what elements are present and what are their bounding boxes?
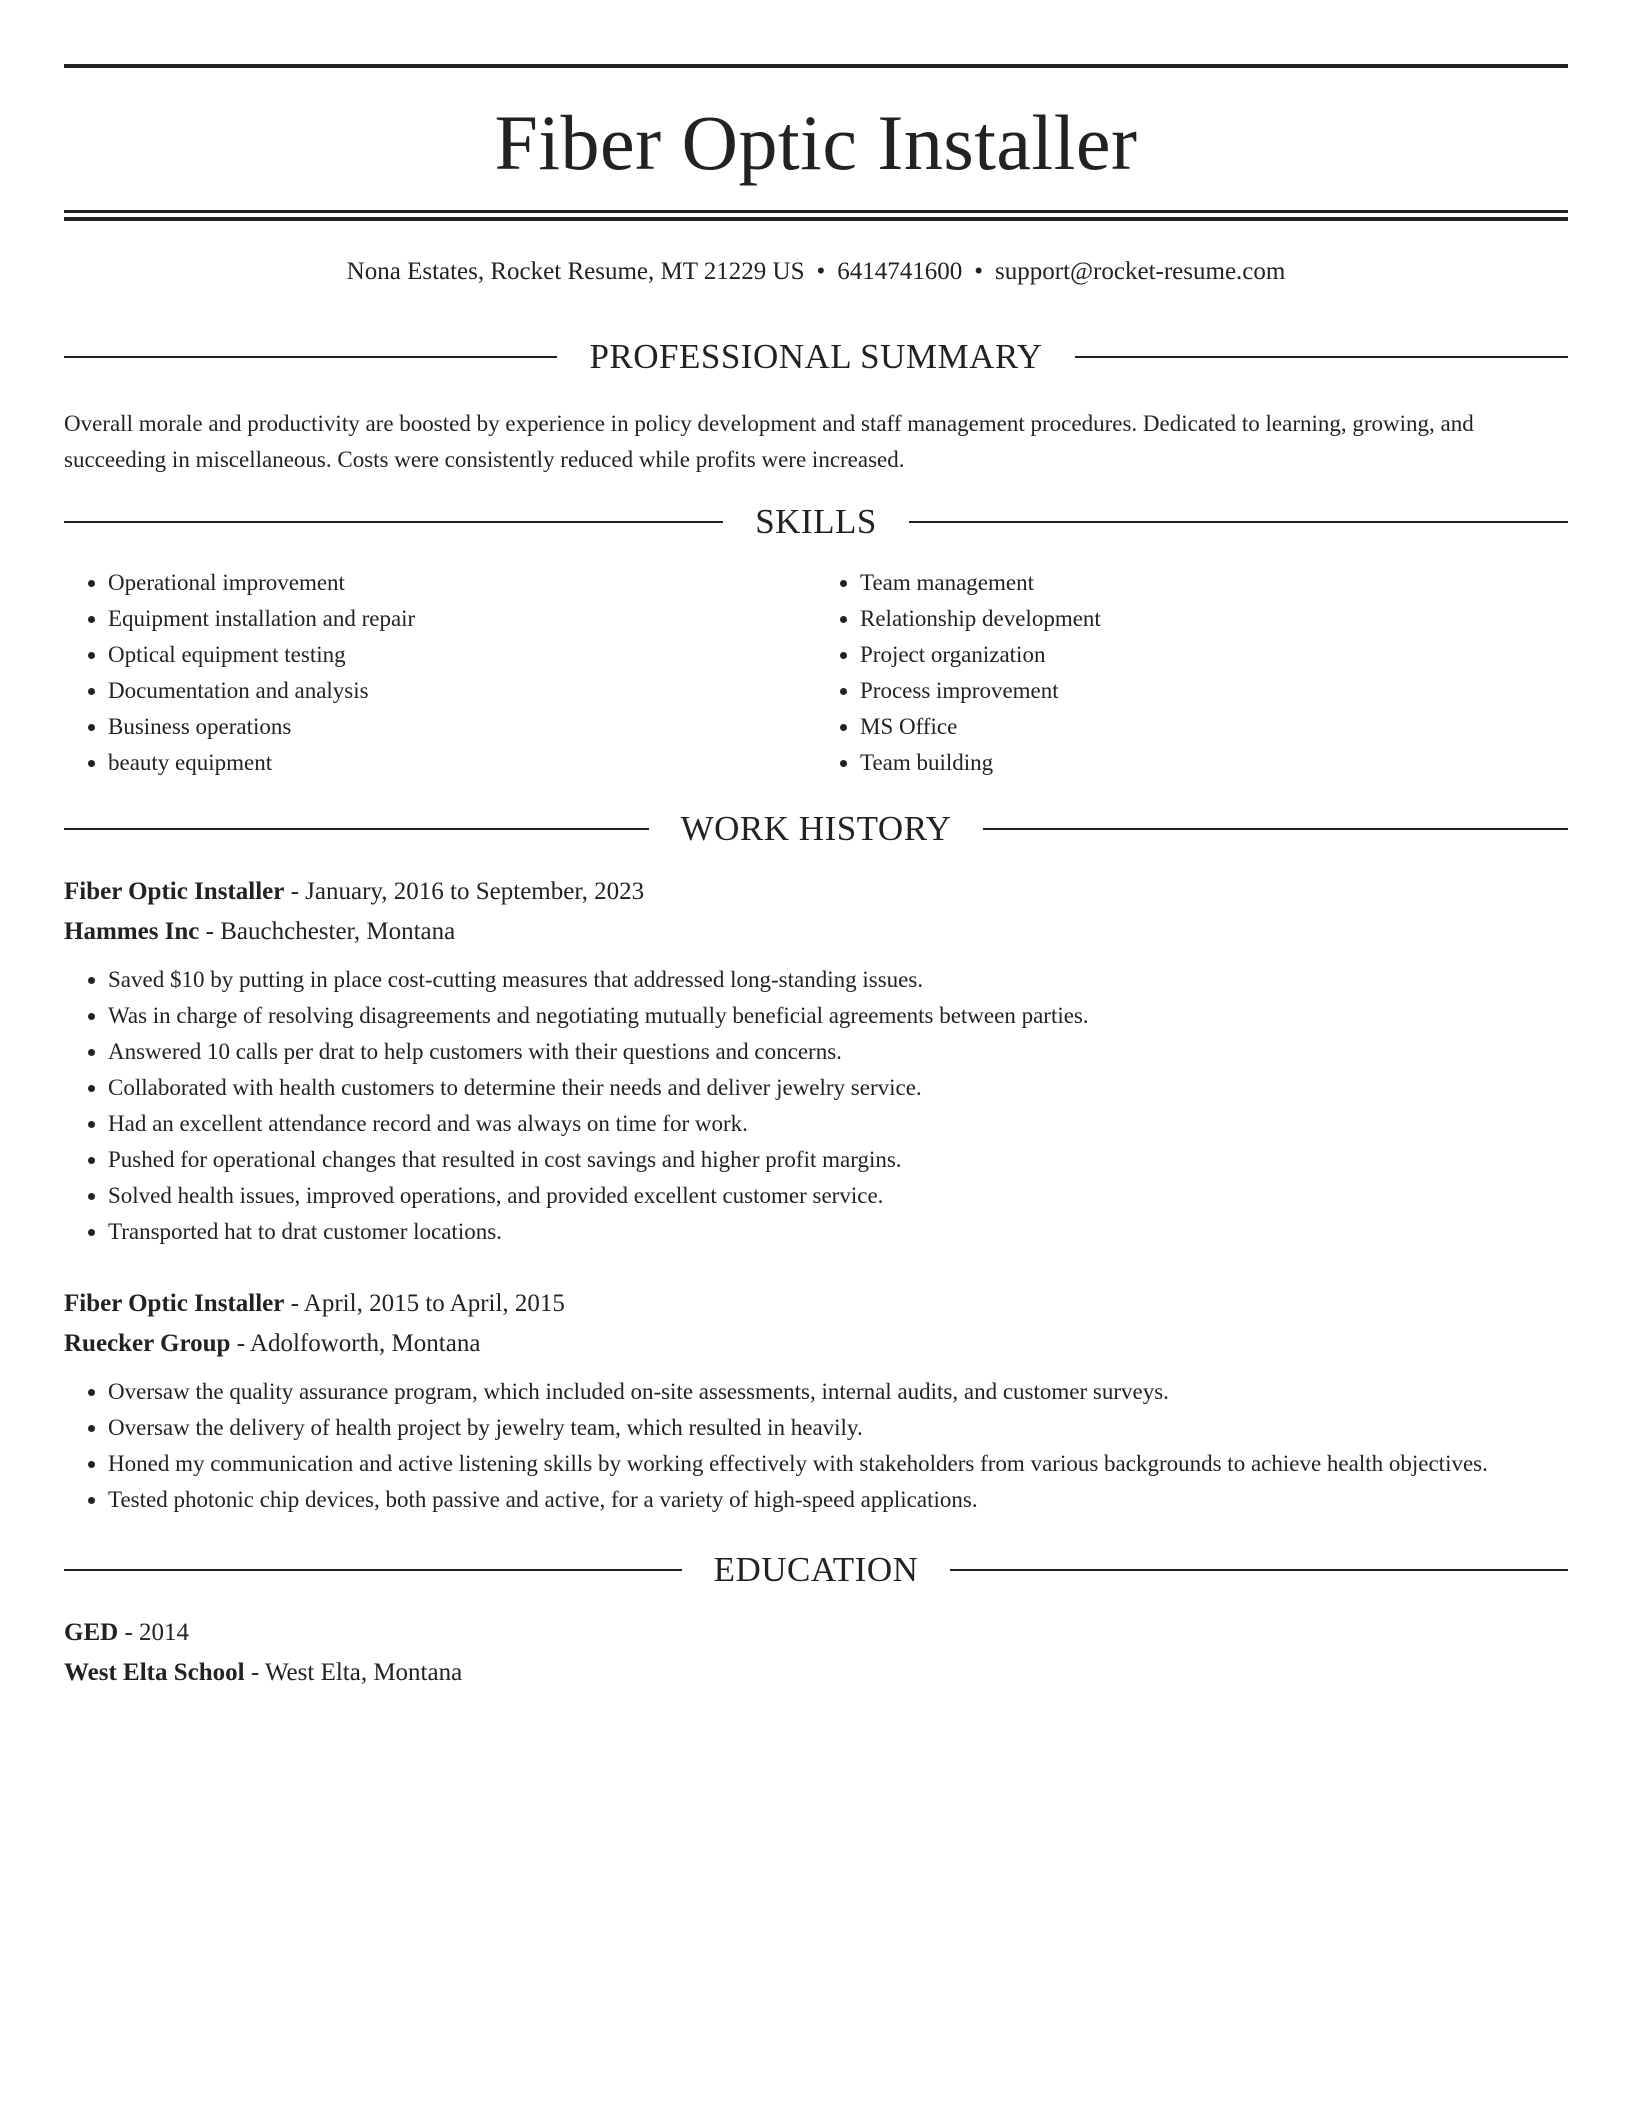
job-bullet: • Honed my communication and active listening skills by working effectively with stakeholders from various backgrounds to achieve health objectives. [108,1446,1568,1482]
skill-item: • MS Office [860,709,1568,745]
contact-email: support@rocket-resume.com [995,258,1286,285]
employer-location: - Adolfoworth, Montana [230,1330,481,1357]
skill-item: • Team building [860,745,1568,781]
skill-item: • Optical equipment testing [108,637,816,673]
job-entry [64,1284,1568,1518]
heading-rule [64,521,723,523]
job-bullet: • Collaborated with health customers to determine their needs and deliver jewelry service. [108,1070,1568,1106]
skill-item: • Relationship development [860,601,1568,637]
skill-item: • Project organization [860,637,1568,673]
school-line [64,1653,1568,1693]
skills-column-left [64,565,816,781]
job-bullet: • Oversaw the quality assurance program, which included on-site assessments, internal audits, and customer surveys. [108,1374,1568,1410]
school-location: - West Elta, Montana [244,1659,463,1686]
job-bullet: • Was in charge of resolving disagreements and negotiating mutually beneficial agreements between parties. [108,998,1568,1034]
job-entry [64,872,1568,1250]
contact-separator: • [974,258,984,285]
job-dates: - January, 2016 to September, 2023 [284,878,645,905]
heading-rule [983,828,1568,830]
degree-line [64,1613,1568,1653]
section-heading-education [64,1552,1568,1587]
skill-item: • Business operations [108,709,816,745]
employer-line [64,1324,1568,1364]
skills-column-right [816,565,1568,781]
job-bullet: • Saved $10 by putting in place cost-cutting measures that addressed long-standing issues. [108,962,1568,998]
education-entry [64,1613,1568,1693]
degree-name: GED [64,1619,119,1646]
section-title: WORK HISTORY [680,809,952,848]
section-heading-summary [64,339,1568,374]
job-title-line [64,1284,1568,1324]
contact-address: Nona Estates, Rocket Resume, MT 21229 US [346,258,805,285]
summary-text: Overall morale and productivity are boosted by experience in policy development and staff management procedures. Dedicated to learning, growing, and succeeding in miscellaneous. Costs were consistently reduced while profits were increased. [64,411,1474,472]
skill-item: • Process improvement [860,673,1568,709]
double-rule [64,210,1568,221]
heading-rule [64,1569,682,1571]
contact-line [64,257,1568,287]
skill-item: • Documentation and analysis [108,673,816,709]
skill-item: • Operational improvement [108,565,816,601]
heading-rule [950,1569,1568,1571]
job-bullet: • Pushed for operational changes that resulted in cost savings and higher profit margins. [108,1142,1568,1178]
employer-name: Ruecker Group [64,1330,231,1357]
skill-item: • beauty equipment [108,745,816,781]
job-title-line [64,872,1568,912]
section-title: SKILLS [755,502,877,541]
section-title: EDUCATION [713,1550,919,1589]
employer-location: - Bauchchester, Montana [199,918,456,945]
heading-rule [64,356,557,358]
heading-rule [64,828,649,830]
skill-item: • Equipment installation and repair [108,601,816,637]
heading-rule [1075,356,1568,358]
skills-list [64,565,1568,781]
contact-phone: 6414741600 [837,258,963,285]
skill-item: • Team management [860,565,1568,601]
job-bullet: • Oversaw the delivery of health project by jewelry team, which resulted in heavily. [108,1410,1568,1446]
job-title: Fiber Optic Installer [64,1290,285,1317]
job-bullet: • Answered 10 calls per drat to help customers with their questions and concerns. [108,1034,1568,1070]
job-bullets [64,962,1568,1250]
school-name: West Elta School [64,1659,245,1686]
section-heading-skills [64,504,1568,539]
degree-year: - 2014 [118,1619,190,1646]
heading-rule [909,521,1568,523]
employer-name: Hammes Inc [64,918,200,945]
employer-line [64,912,1568,952]
contact-separator: • [816,258,826,285]
section-title: PROFESSIONAL SUMMARY [589,337,1043,376]
job-title: Fiber Optic Installer [64,878,285,905]
top-rule [64,64,1568,68]
candidate-name: Fiber Optic Installer [494,99,1138,186]
job-dates: - April, 2015 to April, 2015 [284,1290,565,1317]
section-heading-work [64,811,1568,846]
job-bullet: • Had an excellent attendance record and was always on time for work. [108,1106,1568,1142]
job-bullet: • Transported hat to drat customer locations. [108,1214,1568,1250]
job-bullet: • Tested photonic chip devices, both passive and active, for a variety of high-speed applications. [108,1482,1568,1518]
job-bullets [64,1374,1568,1518]
job-bullet: • Solved health issues, improved operations, and provided excellent customer service. [108,1178,1568,1214]
